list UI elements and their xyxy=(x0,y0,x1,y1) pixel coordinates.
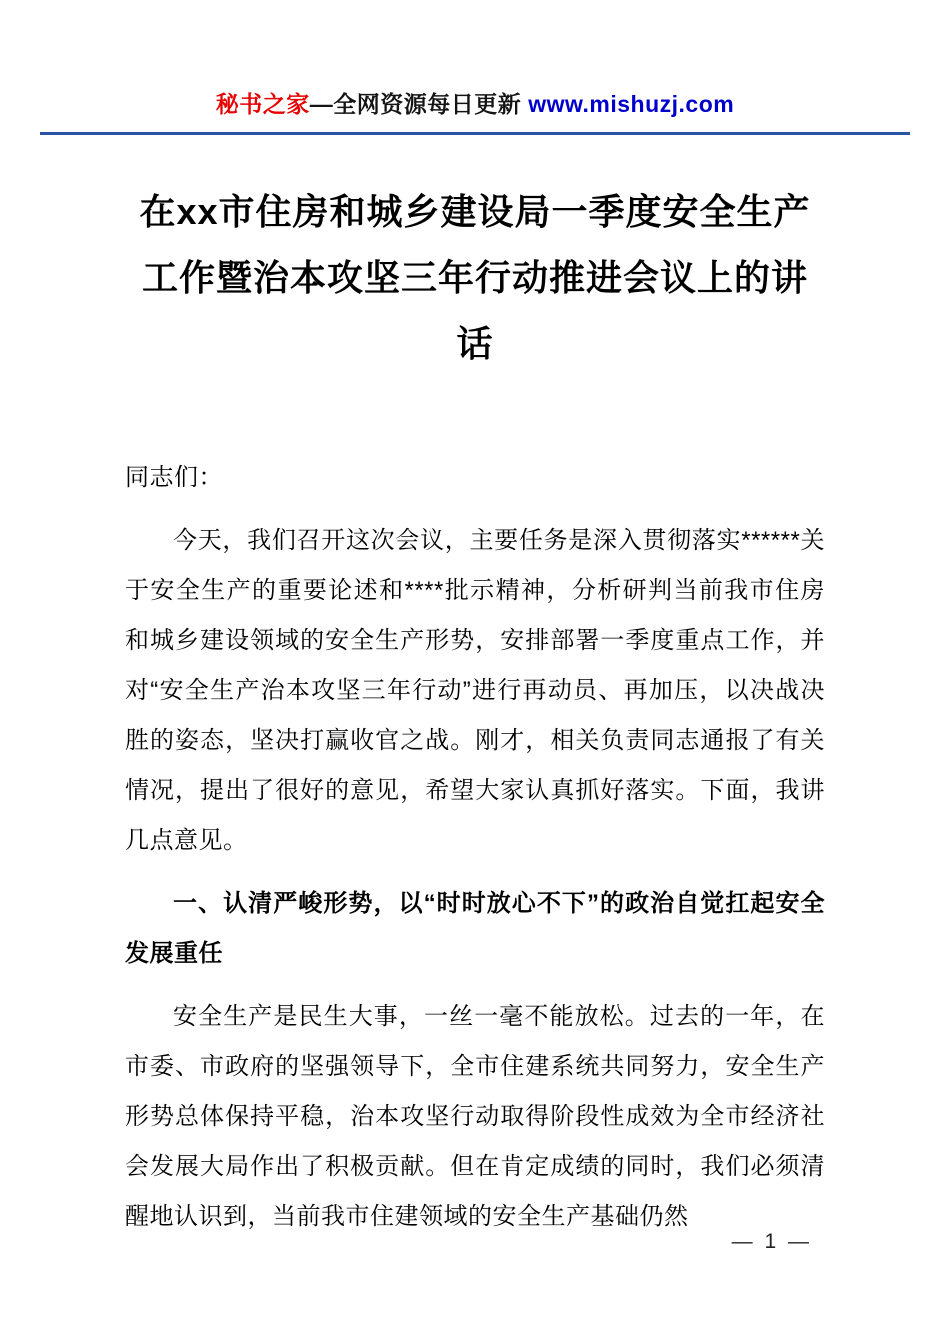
document-title-line2: 工作暨治本攻坚三年行动推进会议上的讲话 xyxy=(141,257,808,364)
header-divider xyxy=(40,132,910,135)
document-body xyxy=(125,453,825,1242)
site-url-link[interactable]: www.mishuzj.com xyxy=(528,91,735,117)
site-name: 秘书之家 xyxy=(215,91,310,117)
paragraph-2: 安全生产是民生大事，一丝一毫不能放松。过去的一年，在市委、市政府的坚强领导下，全市住建系统共同努力，安全生产形势总体保持平稳，治本攻坚行动取得阶段性成效为全市经济社会发展大局作出了积极贡献。但在肯定成绩的同时，我们必须清醒地认识到，当前我市住建领域的安全生产基础仍然 xyxy=(125,1003,825,1230)
page-number: — 1 — xyxy=(731,1230,812,1253)
document-title-line1: 在xx市住房和城乡建设局一季度安全生产 xyxy=(139,191,811,232)
site-tagline: —全网资源每日更新 xyxy=(309,91,529,117)
site-header xyxy=(125,86,825,119)
document-title xyxy=(125,179,825,377)
paragraph-1: 今天，我们召开这次会议，主要任务是深入贯彻落实******关于安全生产的重要论述和****批示精神，分析研判当前我市住房和城乡建设领域的安全生产形势，安排部署一季度重点工作，并对“安全生产治本攻坚三年行动”进行再动员、再加压，以决战决胜的姿态，坚决打赢收官之战。刚才，相关负责同志通报了有关情况，提出了很好的意见，希望大家认真抓好落实。下面，我讲几点意见。 xyxy=(125,527,825,854)
page-footer xyxy=(732,1230,812,1254)
section-heading-1: 一、认清严峻形势，以“时时放心不下”的政治自觉扛起安全发展重任 xyxy=(125,890,825,967)
salutation: 同志们： xyxy=(125,464,223,491)
